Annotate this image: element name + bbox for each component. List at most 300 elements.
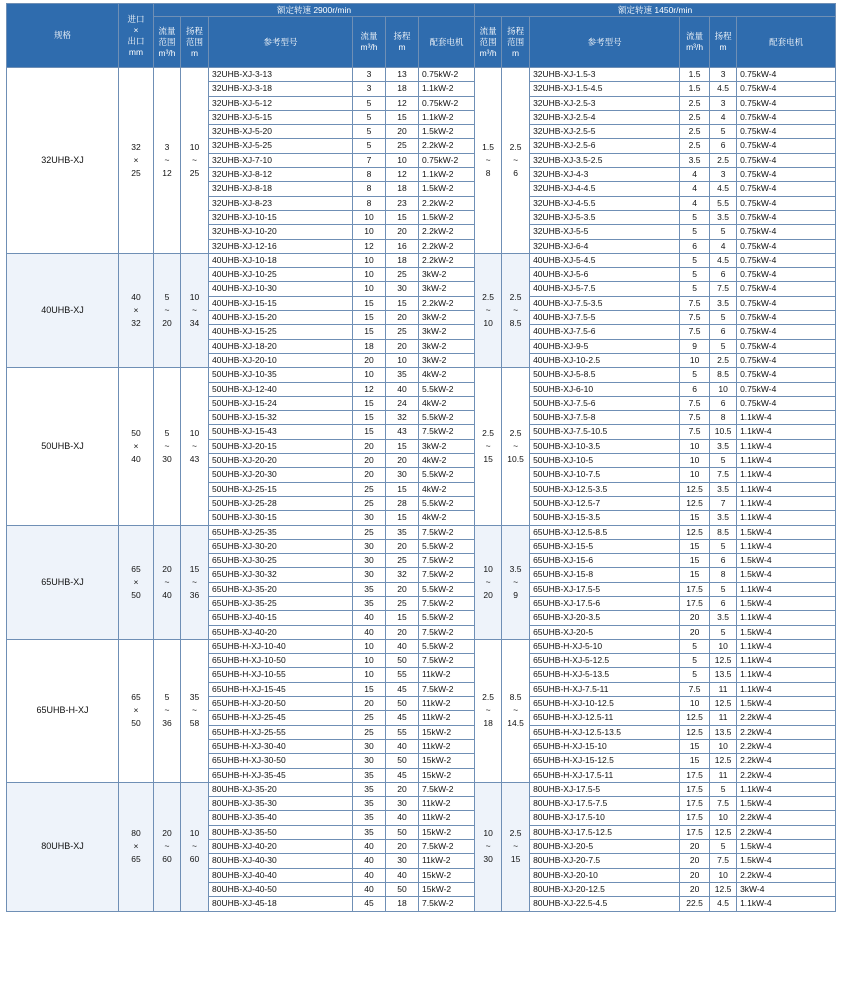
motor-1450: 0.75kW-4 <box>737 225 836 239</box>
ref-model-1450: 32UHB-XJ-2.5-4 <box>530 110 680 124</box>
flow-2900: 8 <box>353 168 386 182</box>
motor-2900: 2.2kW-2 <box>419 239 475 253</box>
head-1450: 7.5 <box>710 797 737 811</box>
head-2900: 30 <box>386 282 419 296</box>
motor-1450: 2.2kW-4 <box>737 811 836 825</box>
flow-1450: 15 <box>680 554 710 568</box>
flow-2900: 3 <box>353 68 386 82</box>
ref-model-1450: 65UHB-H-XJ-10-12.5 <box>530 697 680 711</box>
motor-2900: 4kW-2 <box>419 454 475 468</box>
head-2900: 20 <box>386 625 419 639</box>
flow-2900: 25 <box>353 711 386 725</box>
head-1450: 6 <box>710 396 737 410</box>
motor-1450: 0.75kW-4 <box>737 168 836 182</box>
ref-model-1450: 32UHB-XJ-2.5-3 <box>530 96 680 110</box>
motor-1450: 1.1kW-4 <box>737 654 836 668</box>
flow-1450: 17.5 <box>680 782 710 796</box>
motor-1450: 1.5kW-4 <box>737 854 836 868</box>
ref-model-2900: 50UHB-XJ-20-20 <box>209 454 353 468</box>
ref-model-1450: 65UHB-H-XJ-12.5-11 <box>530 711 680 725</box>
motor-1450: 1.1kW-4 <box>737 439 836 453</box>
head-1450: 4 <box>710 110 737 124</box>
motor-2900: 11kW-2 <box>419 697 475 711</box>
flow-1450: 7.5 <box>680 682 710 696</box>
flow-2900: 7 <box>353 153 386 167</box>
head-2900: 55 <box>386 725 419 739</box>
inlet-outlet-size: 65 × 50 <box>119 639 154 782</box>
flow-1450: 10 <box>680 468 710 482</box>
motor-2900: 5.5kW-2 <box>419 582 475 596</box>
ref-model-2900: 32UHB-XJ-8-23 <box>209 196 353 210</box>
head-2900: 50 <box>386 654 419 668</box>
head-1450: 3.5 <box>710 296 737 310</box>
flow-2900: 20 <box>353 353 386 367</box>
ref-model-1450: 65UHB-XJ-15-6 <box>530 554 680 568</box>
motor-2900: 7.5kW-2 <box>419 568 475 582</box>
flow-2900: 8 <box>353 182 386 196</box>
head-1450: 10 <box>710 639 737 653</box>
head-1450: 10 <box>710 739 737 753</box>
head-2900: 18 <box>386 182 419 196</box>
flow-range-2900: 5 ~ 20 <box>154 253 181 367</box>
flow-2900: 15 <box>353 682 386 696</box>
head-1450: 5 <box>710 311 737 325</box>
motor-2900: 0.75kW-2 <box>419 96 475 110</box>
flow-1450: 9 <box>680 339 710 353</box>
head-1450: 8 <box>710 411 737 425</box>
head-1450: 5.5 <box>710 196 737 210</box>
head-1450: 4.5 <box>710 182 737 196</box>
ref-model-1450: 32UHB-XJ-4-4.5 <box>530 182 680 196</box>
motor-2900: 15kW-2 <box>419 754 475 768</box>
head-range-1450: 2.5 ~ 15 <box>502 782 530 911</box>
flow-2900: 15 <box>353 411 386 425</box>
ref-model-2900: 65UHB-XJ-30-32 <box>209 568 353 582</box>
flow-2900: 30 <box>353 568 386 582</box>
ref-model-2900: 65UHB-H-XJ-35-45 <box>209 768 353 782</box>
motor-1450: 1.5kW-4 <box>737 840 836 854</box>
ref-model-1450: 65UHB-XJ-17.5-5 <box>530 582 680 596</box>
ref-model-2900: 50UHB-XJ-25-28 <box>209 496 353 510</box>
header-times-sign: × <box>133 24 139 35</box>
ref-model-2900: 65UHB-H-XJ-25-55 <box>209 725 353 739</box>
ref-model-1450: 40UHB-XJ-7.5-5 <box>530 311 680 325</box>
motor-1450: 0.75kW-4 <box>737 210 836 224</box>
motor-1450: 0.75kW-4 <box>737 382 836 396</box>
motor-2900: 5.5kW-2 <box>419 611 475 625</box>
head-2900: 10 <box>386 353 419 367</box>
head-1450: 3 <box>710 168 737 182</box>
head-1450: 12.5 <box>710 754 737 768</box>
head-2900: 40 <box>386 868 419 882</box>
ref-model-2900: 32UHB-XJ-5-15 <box>209 110 353 124</box>
head-2900: 30 <box>386 797 419 811</box>
flow-1450: 5 <box>680 668 710 682</box>
head-2900: 12 <box>386 96 419 110</box>
head-1450: 6 <box>710 554 737 568</box>
motor-1450: 0.75kW-4 <box>737 339 836 353</box>
ref-model-1450: 32UHB-XJ-4-5.5 <box>530 196 680 210</box>
ref-model-2900: 65UHB-H-XJ-15-45 <box>209 682 353 696</box>
flow-2900: 3 <box>353 82 386 96</box>
flow-2900: 5 <box>353 125 386 139</box>
motor-2900: 15kW-2 <box>419 825 475 839</box>
ref-model-2900: 65UHB-H-XJ-10-40 <box>209 639 353 653</box>
header-head-2900: 扬程 m <box>386 17 419 68</box>
flow-range-2900: 3 ~ 12 <box>154 68 181 254</box>
head-2900: 30 <box>386 854 419 868</box>
ref-model-2900: 32UHB-XJ-5-12 <box>209 96 353 110</box>
ref-model-1450: 50UHB-XJ-12.5-3.5 <box>530 482 680 496</box>
motor-2900: 15kW-2 <box>419 868 475 882</box>
head-2900: 50 <box>386 882 419 896</box>
flow-1450: 7.5 <box>680 296 710 310</box>
head-1450: 6 <box>710 596 737 610</box>
motor-2900: 11kW-2 <box>419 739 475 753</box>
spec-group <box>7 253 836 367</box>
motor-1450: 0.75kW-4 <box>737 125 836 139</box>
ref-model-1450: 80UHB-XJ-17.5-12.5 <box>530 825 680 839</box>
flow-2900: 35 <box>353 768 386 782</box>
pump-spec-table <box>6 3 836 912</box>
ref-model-1450: 40UHB-XJ-10-2.5 <box>530 353 680 367</box>
ref-model-1450: 80UHB-XJ-22.5-4.5 <box>530 897 680 911</box>
motor-1450: 1.1kW-4 <box>737 454 836 468</box>
ref-model-1450: 65UHB-H-XJ-5-10 <box>530 639 680 653</box>
motor-1450: 0.75kW-4 <box>737 268 836 282</box>
head-range-2900: 10 ~ 60 <box>181 782 209 911</box>
head-range-2900: 35 ~ 58 <box>181 639 209 782</box>
flow-1450: 17.5 <box>680 596 710 610</box>
head-1450: 5 <box>710 454 737 468</box>
flow-2900: 30 <box>353 539 386 553</box>
motor-2900: 1.5kW-2 <box>419 210 475 224</box>
ref-model-2900: 40UHB-XJ-10-25 <box>209 268 353 282</box>
flow-1450: 10 <box>680 439 710 453</box>
motor-2900: 3kW-2 <box>419 268 475 282</box>
flow-1450: 20 <box>680 882 710 896</box>
ref-model-1450: 65UHB-H-XJ-17.5-11 <box>530 768 680 782</box>
ref-model-1450: 50UHB-XJ-10-3.5 <box>530 439 680 453</box>
flow-2900: 20 <box>353 439 386 453</box>
motor-2900: 1.1kW-2 <box>419 82 475 96</box>
motor-2900: 15kW-2 <box>419 768 475 782</box>
motor-1450: 1.1kW-4 <box>737 511 836 525</box>
flow-1450: 5 <box>680 639 710 653</box>
ref-model-2900: 50UHB-XJ-10-35 <box>209 368 353 382</box>
ref-model-2900: 50UHB-XJ-15-24 <box>209 396 353 410</box>
ref-model-2900: 32UHB-XJ-8-18 <box>209 182 353 196</box>
motor-1450: 0.75kW-4 <box>737 253 836 267</box>
motor-1450: 0.75kW-4 <box>737 325 836 339</box>
ref-model-2900: 32UHB-XJ-3-13 <box>209 68 353 82</box>
flow-1450: 7.5 <box>680 411 710 425</box>
motor-1450: 0.75kW-4 <box>737 311 836 325</box>
ref-model-2900: 50UHB-XJ-30-15 <box>209 511 353 525</box>
flow-2900: 15 <box>353 325 386 339</box>
ref-model-2900: 32UHB-XJ-8-12 <box>209 168 353 182</box>
motor-1450: 2.2kW-4 <box>737 739 836 753</box>
ref-model-2900: 80UHB-XJ-45-18 <box>209 897 353 911</box>
motor-1450: 0.75kW-4 <box>737 110 836 124</box>
motor-1450: 2.2kW-4 <box>737 768 836 782</box>
head-2900: 40 <box>386 639 419 653</box>
ref-model-1450: 65UHB-XJ-15-5 <box>530 539 680 553</box>
head-range-2900: 10 ~ 25 <box>181 68 209 254</box>
motor-2900: 11kW-2 <box>419 711 475 725</box>
motor-2900: 2.2kW-2 <box>419 225 475 239</box>
flow-1450: 7.5 <box>680 425 710 439</box>
head-range-1450: 2.5 ~ 6 <box>502 68 530 254</box>
ref-model-1450: 65UHB-H-XJ-7.5-11 <box>530 682 680 696</box>
motor-2900: 7.5kW-2 <box>419 654 475 668</box>
motor-1450: 0.75kW-4 <box>737 296 836 310</box>
head-1450: 5 <box>710 582 737 596</box>
ref-model-2900: 40UHB-XJ-10-30 <box>209 282 353 296</box>
flow-1450: 12.5 <box>680 496 710 510</box>
motor-2900: 3kW-2 <box>419 311 475 325</box>
head-1450: 8.5 <box>710 368 737 382</box>
motor-2900: 2.2kW-2 <box>419 253 475 267</box>
head-1450: 10 <box>710 868 737 882</box>
motor-2900: 1.1kW-2 <box>419 110 475 124</box>
ref-model-2900: 65UHB-XJ-40-15 <box>209 611 353 625</box>
motor-2900: 5.5kW-2 <box>419 496 475 510</box>
motor-2900: 3kW-2 <box>419 353 475 367</box>
ref-model-2900: 40UHB-XJ-15-15 <box>209 296 353 310</box>
motor-2900: 11kW-2 <box>419 854 475 868</box>
header-flow-range-1450: 流量 范围 m³/h <box>475 17 502 68</box>
head-2900: 13 <box>386 68 419 82</box>
head-1450: 10.5 <box>710 425 737 439</box>
head-1450: 2.5 <box>710 353 737 367</box>
motor-2900: 7.5kW-2 <box>419 840 475 854</box>
flow-2900: 10 <box>353 268 386 282</box>
head-1450: 4 <box>710 239 737 253</box>
flow-range-1450: 10 ~ 30 <box>475 782 502 911</box>
head-1450: 11 <box>710 768 737 782</box>
flow-1450: 7.5 <box>680 311 710 325</box>
table-row <box>7 782 836 796</box>
head-range-2900: 10 ~ 34 <box>181 253 209 367</box>
header-head-range-1450: 扬程 范围 m <box>502 17 530 68</box>
head-2900: 45 <box>386 768 419 782</box>
motor-2900: 2.2kW-2 <box>419 139 475 153</box>
ref-model-2900: 80UHB-XJ-35-40 <box>209 811 353 825</box>
header-inlet-label: 进口 <box>127 13 145 24</box>
motor-1450: 0.75kW-4 <box>737 182 836 196</box>
ref-model-1450: 80UHB-XJ-17.5-7.5 <box>530 797 680 811</box>
head-1450: 4.5 <box>710 253 737 267</box>
head-2900: 32 <box>386 568 419 582</box>
flow-1450: 15 <box>680 568 710 582</box>
head-1450: 10 <box>710 811 737 825</box>
flow-2900: 10 <box>353 639 386 653</box>
flow-2900: 40 <box>353 840 386 854</box>
ref-model-2900: 40UHB-XJ-15-25 <box>209 325 353 339</box>
head-2900: 50 <box>386 697 419 711</box>
flow-1450: 2.5 <box>680 125 710 139</box>
spec-name: 50UHB-XJ <box>7 368 119 525</box>
inlet-outlet-size: 40 × 32 <box>119 253 154 367</box>
head-2900: 40 <box>386 382 419 396</box>
motor-1450: 0.75kW-4 <box>737 82 836 96</box>
ref-model-1450: 80UHB-XJ-17.5-5 <box>530 782 680 796</box>
head-1450: 5 <box>710 625 737 639</box>
table-row <box>7 639 836 653</box>
head-2900: 15 <box>386 439 419 453</box>
head-2900: 20 <box>386 225 419 239</box>
flow-1450: 4 <box>680 196 710 210</box>
head-2900: 25 <box>386 268 419 282</box>
ref-model-1450: 50UHB-XJ-6-10 <box>530 382 680 396</box>
motor-1450: 1.5kW-4 <box>737 697 836 711</box>
motor-2900: 2.2kW-2 <box>419 196 475 210</box>
flow-1450: 5 <box>680 654 710 668</box>
header-mm-unit: mm <box>128 46 144 57</box>
motor-2900: 0.75kW-2 <box>419 68 475 82</box>
ref-model-2900: 80UHB-XJ-40-20 <box>209 840 353 854</box>
spec-group <box>7 68 836 254</box>
head-1450: 12.5 <box>710 654 737 668</box>
ref-model-1450: 40UHB-XJ-5-4.5 <box>530 253 680 267</box>
flow-1450: 6 <box>680 239 710 253</box>
motor-2900: 3kW-2 <box>419 439 475 453</box>
head-1450: 11 <box>710 711 737 725</box>
ref-model-1450: 65UHB-H-XJ-12.5-13.5 <box>530 725 680 739</box>
head-1450: 12.5 <box>710 882 737 896</box>
flow-1450: 7.5 <box>680 325 710 339</box>
ref-model-2900: 50UHB-XJ-15-32 <box>209 411 353 425</box>
head-2900: 18 <box>386 897 419 911</box>
head-2900: 30 <box>386 468 419 482</box>
flow-1450: 20 <box>680 625 710 639</box>
table-row <box>7 368 836 382</box>
ref-model-1450: 50UHB-XJ-10-5 <box>530 454 680 468</box>
flow-1450: 4 <box>680 182 710 196</box>
head-range-2900: 10 ~ 43 <box>181 368 209 525</box>
ref-model-1450: 65UHB-XJ-15-8 <box>530 568 680 582</box>
flow-2900: 15 <box>353 296 386 310</box>
head-range-1450: 2.5 ~ 10.5 <box>502 368 530 525</box>
flow-2900: 25 <box>353 482 386 496</box>
ref-model-2900: 65UHB-H-XJ-10-50 <box>209 654 353 668</box>
flow-1450: 2.5 <box>680 110 710 124</box>
spec-name: 65UHB-XJ <box>7 525 119 639</box>
head-2900: 28 <box>386 496 419 510</box>
motor-1450: 0.75kW-4 <box>737 353 836 367</box>
flow-2900: 30 <box>353 511 386 525</box>
ref-model-2900: 65UHB-H-XJ-20-50 <box>209 697 353 711</box>
flow-2900: 25 <box>353 496 386 510</box>
spec-group <box>7 525 836 639</box>
motor-2900: 5.5kW-2 <box>419 382 475 396</box>
table-row <box>7 253 836 267</box>
ref-model-1450: 40UHB-XJ-5-6 <box>530 268 680 282</box>
ref-model-1450: 80UHB-XJ-20-12.5 <box>530 882 680 896</box>
ref-model-1450: 80UHB-XJ-20-10 <box>530 868 680 882</box>
motor-2900: 15kW-2 <box>419 882 475 896</box>
head-2900: 18 <box>386 82 419 96</box>
head-2900: 15 <box>386 511 419 525</box>
motor-1450: 0.75kW-4 <box>737 96 836 110</box>
ref-model-1450: 32UHB-XJ-1.5-4.5 <box>530 82 680 96</box>
motor-2900: 1.5kW-2 <box>419 182 475 196</box>
head-1450: 5 <box>710 539 737 553</box>
motor-2900: 2.2kW-2 <box>419 296 475 310</box>
motor-1450: 1.1kW-4 <box>737 782 836 796</box>
head-2900: 50 <box>386 825 419 839</box>
motor-1450: 1.5kW-4 <box>737 596 836 610</box>
head-range-2900: 15 ~ 36 <box>181 525 209 639</box>
head-2900: 20 <box>386 782 419 796</box>
head-1450: 12.5 <box>710 825 737 839</box>
head-2900: 45 <box>386 711 419 725</box>
motor-1450: 1.1kW-4 <box>737 425 836 439</box>
flow-2900: 20 <box>353 697 386 711</box>
ref-model-2900: 80UHB-XJ-40-40 <box>209 868 353 882</box>
head-2900: 16 <box>386 239 419 253</box>
ref-model-1450: 65UHB-XJ-17.5-6 <box>530 596 680 610</box>
flow-1450: 2.5 <box>680 139 710 153</box>
flow-1450: 2.5 <box>680 96 710 110</box>
motor-1450: 0.75kW-4 <box>737 368 836 382</box>
ref-model-2900: 80UHB-XJ-40-50 <box>209 882 353 896</box>
flow-1450: 5 <box>680 368 710 382</box>
ref-model-2900: 40UHB-XJ-10-18 <box>209 253 353 267</box>
motor-1450: 1.5kW-4 <box>737 568 836 582</box>
motor-2900: 3kW-2 <box>419 282 475 296</box>
head-1450: 4.5 <box>710 82 737 96</box>
head-2900: 20 <box>386 339 419 353</box>
ref-model-1450: 40UHB-XJ-7.5-6 <box>530 325 680 339</box>
flow-2900: 20 <box>353 468 386 482</box>
ref-model-2900: 65UHB-H-XJ-25-45 <box>209 711 353 725</box>
ref-model-2900: 65UHB-XJ-25-35 <box>209 525 353 539</box>
ref-model-1450: 32UHB-XJ-2.5-6 <box>530 139 680 153</box>
flow-1450: 17.5 <box>680 825 710 839</box>
header-motor-1450: 配套电机 <box>737 17 836 68</box>
motor-1450: 0.75kW-4 <box>737 139 836 153</box>
ref-model-2900: 50UHB-XJ-12-40 <box>209 382 353 396</box>
ref-model-1450: 65UHB-XJ-12.5-8.5 <box>530 525 680 539</box>
ref-model-1450: 65UHB-H-XJ-15-10 <box>530 739 680 753</box>
ref-model-2900: 80UHB-XJ-40-30 <box>209 854 353 868</box>
ref-model-2900: 50UHB-XJ-15-43 <box>209 425 353 439</box>
header-flow-2900: 流量 m³/h <box>353 17 386 68</box>
motor-1450: 1.5kW-4 <box>737 625 836 639</box>
motor-2900: 4kW-2 <box>419 396 475 410</box>
head-2900: 40 <box>386 739 419 753</box>
flow-1450: 4 <box>680 168 710 182</box>
ref-model-1450: 40UHB-XJ-9-5 <box>530 339 680 353</box>
flow-2900: 12 <box>353 382 386 396</box>
flow-2900: 40 <box>353 868 386 882</box>
ref-model-2900: 40UHB-XJ-20-10 <box>209 353 353 367</box>
motor-1450: 1.1kW-4 <box>737 611 836 625</box>
ref-model-1450: 50UHB-XJ-7.5-6 <box>530 396 680 410</box>
ref-model-2900: 40UHB-XJ-15-20 <box>209 311 353 325</box>
head-1450: 3.5 <box>710 439 737 453</box>
flow-1450: 20 <box>680 854 710 868</box>
motor-1450: 2.2kW-4 <box>737 868 836 882</box>
ref-model-2900: 80UHB-XJ-35-50 <box>209 825 353 839</box>
flow-1450: 7.5 <box>680 396 710 410</box>
flow-2900: 40 <box>353 854 386 868</box>
ref-model-1450: 32UHB-XJ-1.5-3 <box>530 68 680 82</box>
flow-range-2900: 5 ~ 30 <box>154 368 181 525</box>
flow-2900: 18 <box>353 339 386 353</box>
